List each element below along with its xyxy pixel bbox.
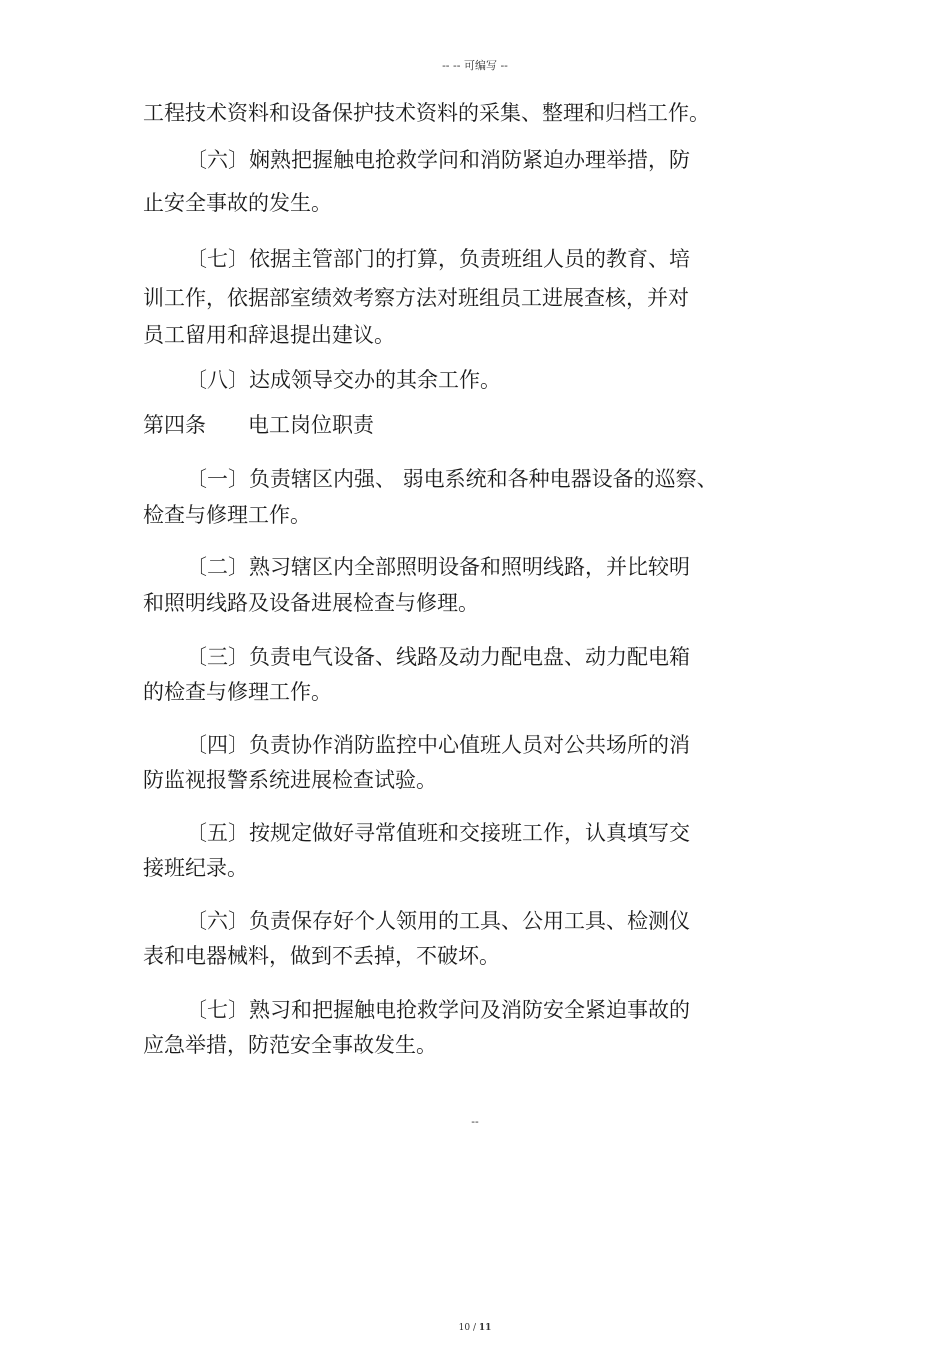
text-line: 接班纪录。 [143,856,248,880]
section-heading: 第四条 电工岗位职责 [143,413,374,437]
text-line: 〔八〕达成领导交办的其余工作。 [186,368,501,392]
text-line: 〔五〕按规定做好寻常值班和交接班工作，认真填写交 [186,821,690,845]
text-line: 〔七〕熟习和把握触电抢救学问及消防安全紧迫事故的 [186,998,690,1022]
text-line: 的检查与修理工作。 [143,680,332,704]
text-line: 〔四〕负责协作消防监控中心值班人员对公共场所的消 [186,733,690,757]
text-line: 和照明线路及设备进展检查与修理。 [143,591,479,615]
text-line: 〔一〕负责辖区内强、 弱电系统和各种电器设备的巡察、 [186,467,718,491]
text-line: 防监视报警系统进展检查试验。 [143,768,437,792]
text-line: 表和电器械料，做到不丢掉，不破坏。 [143,944,500,968]
page-current: 10 [458,1323,471,1333]
page-header: -- -- 可编写 -- [442,59,508,72]
page-separator: / [470,1323,479,1333]
text-line: 〔六〕娴熟把握触电抢救学问和消防紧迫办理举措，防 [186,148,690,172]
text-line: 检查与修理工作。 [143,503,311,527]
page-total: 11 [478,1323,492,1333]
text-line: 工程技术资料和设备保护技术资料的采集、整理和归档工作。 [143,101,710,125]
text-line: 〔六〕负责保存好个人领用的工具、公用工具、检测仪 [186,909,690,933]
text-line: 止安全事故的发生。 [143,191,332,215]
text-line: 〔三〕负责电气设备、线路及动力配电盘、动力配电箱 [186,645,690,669]
text-line: 应急举措，防范安全事故发生。 [143,1033,437,1057]
text-line: 〔七〕依据主管部门的打算，负责班组人员的教育、培 [186,247,690,271]
footer-dash: -- [471,1115,479,1128]
text-line: 〔二〕熟习辖区内全部照明设备和照明线路，并比较明 [186,555,690,579]
text-line: 员工留用和辞退提出建议。 [143,323,395,347]
text-line: 训工作，依据部室绩效考察方法对班组员工进展查核，并对 [143,286,689,310]
page-number [0,1323,950,1333]
